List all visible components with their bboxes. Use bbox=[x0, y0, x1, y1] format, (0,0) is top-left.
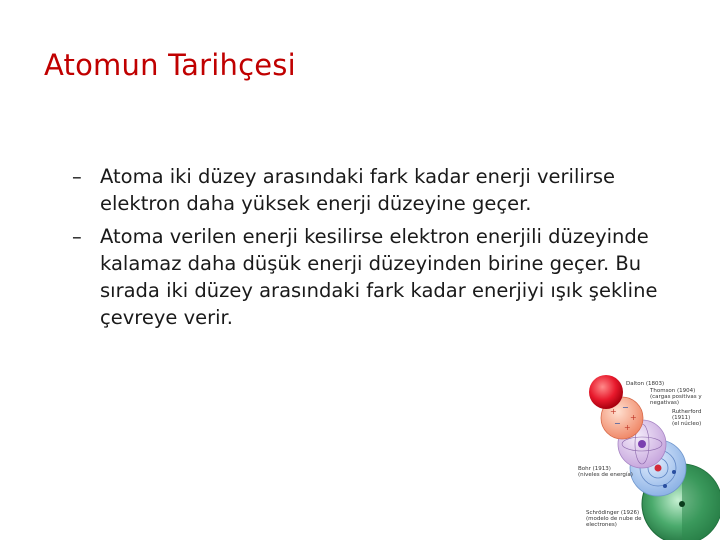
label-schrodinger: Schrödinger (1926) (modelo de nube de electrones) bbox=[586, 510, 642, 528]
bullet-marker: – bbox=[72, 225, 82, 248]
label-bohr: Bohr (1913) (niveles de energía) bbox=[578, 466, 633, 478]
bullet-item bbox=[72, 163, 672, 217]
bullet-list bbox=[72, 163, 672, 337]
svg-text:+: + bbox=[610, 407, 617, 416]
atom-models-illustration bbox=[570, 370, 720, 540]
label-dalton: Dalton (1803) bbox=[626, 381, 665, 387]
dalton-model bbox=[589, 375, 623, 409]
svg-text:−: − bbox=[614, 419, 621, 428]
slide-title: Atomun Tarihçesi bbox=[44, 48, 296, 82]
svg-text:−: − bbox=[622, 403, 629, 412]
bullet-text: Atoma iki düzey arasındaki fark kadar enerji verilirse elektron daha yüksek enerji düzeyine geçer. bbox=[100, 165, 615, 215]
bullet-text: Atoma verilen enerji kesilirse elektron enerjili düzeyinde kalamaz daha düşük enerji düzeyinden birine geçer. Bu sırada iki düzey arasındaki fark kadar enerjiyi ışık şekline çevreye verir. bbox=[100, 225, 658, 329]
svg-text:+: + bbox=[624, 423, 631, 432]
bullet-marker: – bbox=[72, 165, 82, 188]
bullet-item bbox=[72, 223, 672, 331]
label-thomson: Thomson (1904) (cargas positivas y negativas) bbox=[650, 388, 702, 406]
svg-text:+: + bbox=[630, 413, 637, 422]
label-rutherford: Rutherford (1911) (el núcleo) bbox=[672, 409, 702, 427]
